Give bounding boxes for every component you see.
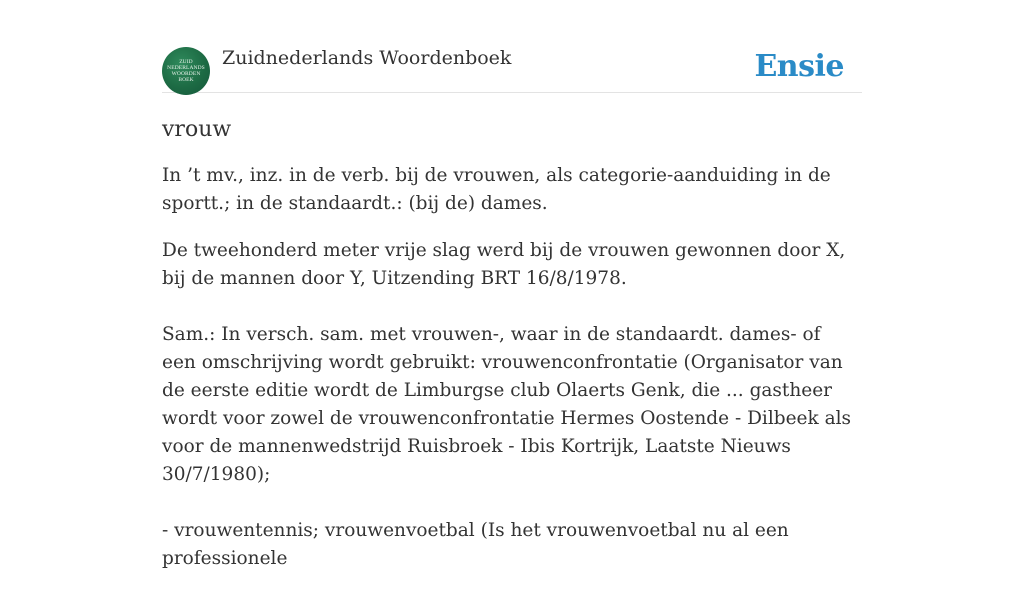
logo-line: BOEK	[178, 77, 194, 83]
ensie-brand-logo[interactable]: Ensie	[754, 49, 844, 84]
compounds-paragraph: Sam.: In versch. sam. met vrouwen-, waar in de standaardt. dames- of een omschrijving wordt gebruikt: vrouwenconfrontatie (Organisator van de eerste editie wordt de Limburgse club Olaerts Genk, die ... gastheer wordt voor zowel de vrouwenconfrontatie Hermes Oostende - Dilbeek als voor de mannenwedstrijd Ruisbroek - Ibis Kortrijk, Laatste Nieuws 30/7/1980);	[162, 324, 852, 485]
logo-line: WOORDEN	[171, 71, 201, 77]
site-header	[162, 45, 862, 93]
logo-line: ZUID	[179, 59, 193, 65]
entry-headword: vrouw	[162, 117, 232, 142]
entry-content	[162, 113, 858, 592]
site-logo[interactable]	[162, 47, 210, 95]
entry-definition	[162, 162, 858, 573]
dictionary-name-link[interactable]: Zuidnederlands Woordenboek	[222, 47, 512, 69]
definition-paragraph: In ’t mv., inz. in de verb. bij de vrouwen, als categorie-aanduiding in de sportt.; in de standaardt.: (bij de) dames.	[162, 165, 831, 214]
compounds-continued-paragraph: - vrouwentennis; vrouwenvoetbal (Is het vrouwenvoetbal nu al een professionele	[162, 520, 789, 569]
example-paragraph: De tweehonderd meter vrije slag werd bij de vrouwen gewonnen door X, bij de mannen door Y, Uitzending BRT 16/8/1978.	[162, 240, 846, 289]
logo-line: NEDERLANDS	[167, 65, 205, 71]
